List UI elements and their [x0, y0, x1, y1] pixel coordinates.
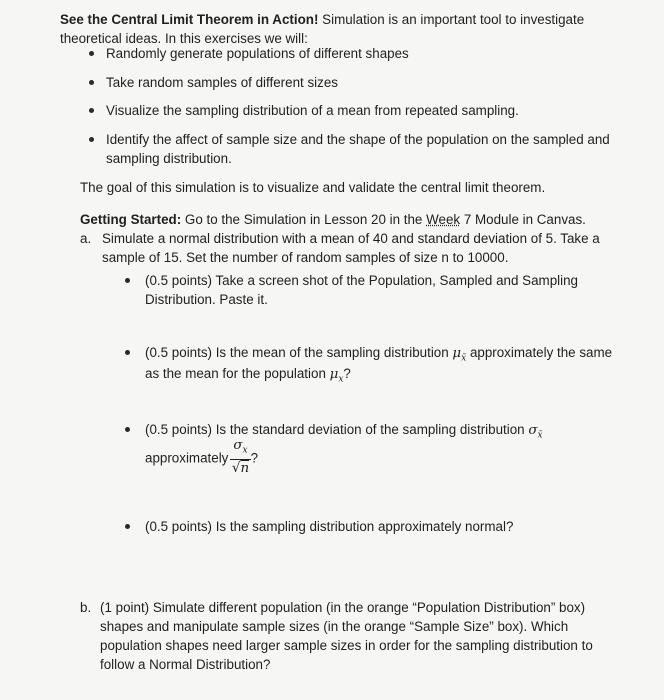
intro-title-rest: Simulation is an important tool to investigate	[318, 12, 585, 27]
mu-x-symbol: $\mu_x$	[329, 367, 344, 385]
part-a-line-1: Simulate a normal distribution with a mean of 40 and standard deviation of 5. Take a	[102, 231, 600, 246]
question-1-line-2: Distribution. Paste it.	[145, 292, 268, 307]
part-b-line-3: population shapes need larger sample sizes in order for the sampling distribution to	[100, 638, 593, 653]
intro-line-1	[60, 10, 584, 29]
intro-bullet-2: Take random samples of different sizes	[106, 75, 338, 90]
sigma-over-sqrt-n-fraction: $\frac{\sigma_x}{√n}$	[231, 438, 250, 476]
getting-started-line	[80, 210, 586, 229]
part-a-marker: a.	[80, 231, 92, 246]
question-4: (0.5 points) Is the sampling distribution approximately normal?	[145, 519, 514, 534]
getting-started-text-end: 7 Module in Canvas.	[460, 212, 586, 227]
intro-bullet-4: Identify the affect of sample size and the shape of the population on the sampled and	[106, 132, 610, 147]
question-2-text-end: approximately the same	[469, 345, 613, 360]
intro-line-2: theoretical ideas. In this exercises we will:	[60, 31, 308, 46]
intro-title: See the Central Limit Theorem in Action!	[60, 12, 319, 27]
question-3-text: (0.5 points) Is the standard deviation of the sampling distribution	[145, 422, 525, 437]
question-3-text-2: approximately	[145, 450, 229, 466]
getting-started-text: Go to the Simulation in Lesson 20 in the	[181, 212, 427, 227]
bullet-dot	[89, 108, 94, 113]
bullet-dot	[89, 137, 94, 142]
goal-text: The goal of this simulation is to visualize and validate the central limit theorem.	[80, 180, 546, 195]
bullet-dot	[125, 524, 130, 529]
part-a-line-2: sample of 15. Set the number of random samples of size n to 10000.	[102, 250, 509, 265]
part-b-line-1: (1 point) Simulate different population (in the orange “Population Distribution” box)	[100, 600, 586, 615]
sigma-x-bar-symbol: $\sigma_{x̄}$	[528, 423, 543, 441]
intro-bullet-4-cont: sampling distribution.	[106, 151, 232, 166]
part-b-line-4: follow a Normal Distribution?	[100, 657, 271, 672]
part-b-marker: b.	[80, 600, 92, 615]
part-b-line-2: shapes and manipulate sample sizes (in the orange “Sample Size” box). Which	[100, 619, 569, 634]
question-3-line-2: approximately $\frac{\sigma_x}{√n}$ ?	[145, 438, 259, 476]
intro-bullet-1: Randomly generate populations of different shapes	[106, 46, 409, 61]
bullet-dot	[125, 427, 130, 432]
week-link: Week	[426, 212, 461, 227]
bullet-dot	[125, 350, 130, 355]
getting-started-label: Getting Started:	[80, 212, 182, 227]
question-2-text: (0.5 points) Is the mean of the sampling distribution	[145, 345, 449, 360]
bullet-dot	[89, 80, 94, 85]
question-2-text-2: as the mean for the population	[145, 366, 326, 381]
question-1-line-1: (0.5 points) Take a screen shot of the Population, Sampled and Sampling	[145, 273, 578, 288]
intro-bullet-3: Visualize the sampling distribution of a mean from repeated sampling.	[106, 103, 519, 118]
bullet-dot	[125, 278, 130, 283]
bullet-dot	[89, 51, 94, 56]
question-2-line-2: as the mean for the population $\mu_x$?	[145, 366, 351, 385]
mu-x-bar-symbol: $\mu_{x̄}$	[452, 346, 467, 364]
